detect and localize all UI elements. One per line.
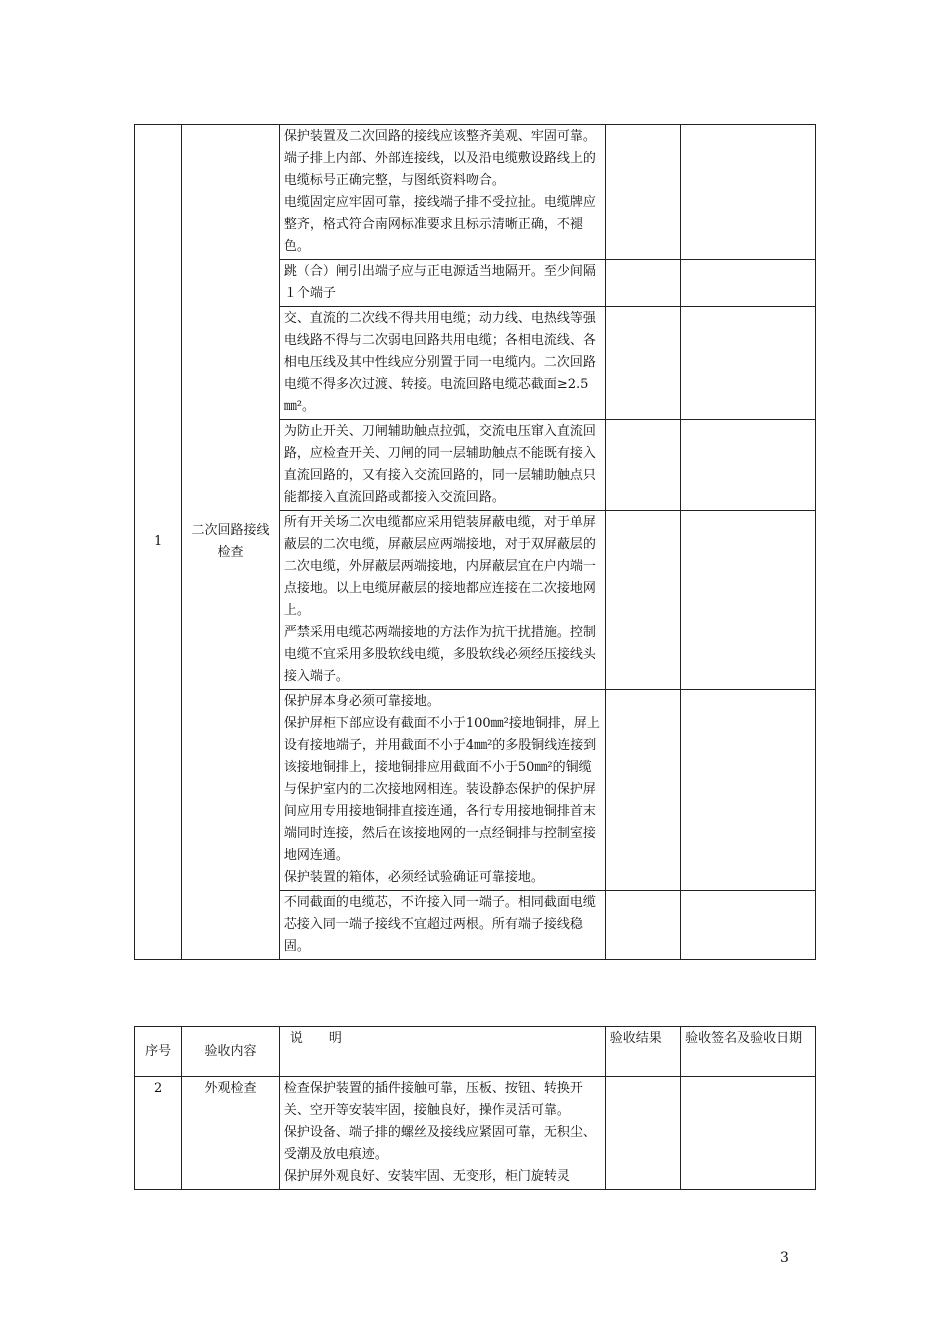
desc-paragraph: 保护装置的箱体，必须经试验确证可靠接地。 xyxy=(283,870,544,885)
desc-paragraph: 交、直流的二次线不得共用电缆；动力线、电热线等强电线路不得与二次弱电回路共用电缆；各相电流线、各相电压线及其中性线应分别置于同一电缆内。二次回路电缆不得多次过渡、转接。电流回路电缆芯截面≥2.5㎜²。 xyxy=(283,311,596,414)
header-desc-text: 说 明 xyxy=(289,1031,342,1046)
sign-cell[interactable] xyxy=(681,307,816,420)
sign-cell[interactable] xyxy=(681,511,816,690)
row-desc xyxy=(279,125,605,260)
desc-paragraph: 为防止开关、刀闸辅助触点拉弧，交流电压窜入直流回路，应检查开关、刀闸的同一层辅助触点不能既有接入直流回路的，又有接入交流回路的，同一层辅助触点只能都接入直流回路或都接入交流回路。 xyxy=(283,424,596,505)
desc-paragraph: 端子排上内部、外部连接线，以及沿电缆敷设路线上的电缆标号正确完整，与图纸资料吻合。 xyxy=(283,151,596,188)
result-cell[interactable] xyxy=(605,511,680,690)
row-seq: 1 xyxy=(135,125,182,960)
desc-paragraph: 所有开关场二次电缆都应采用铠装屏蔽电缆，对于单屏蔽层的二次电缆，屏蔽层应两端接地，对于双屏蔽层的二次电缆，外屏蔽层两端接地，内屏蔽层宜在户内端一点接地。以上电缆屏蔽层的接地都应连接在二次接地网上。 xyxy=(283,515,596,618)
row-item: 二次回路接线检查 xyxy=(182,125,280,960)
header-item: 验收内容 xyxy=(182,1027,280,1077)
header-seq: 序号 xyxy=(135,1027,182,1077)
result-cell[interactable] xyxy=(605,260,680,307)
sign-cell[interactable] xyxy=(681,420,816,511)
row-desc xyxy=(279,511,605,690)
result-cell[interactable] xyxy=(605,125,680,260)
table-row xyxy=(135,1077,816,1190)
desc-line: 检查保护装置的插件接触可靠，压板、按钮、转换开关、空开等安装牢固，接触良好，操作灵活可靠。 xyxy=(283,1081,583,1118)
result-cell[interactable] xyxy=(605,420,680,511)
desc-paragraph: 不同截面的电缆芯，不许接入同一端子。相同截面电缆芯接入同一端子接线不宜超过两根。所有端子接线稳固。 xyxy=(283,895,596,954)
header-sign: 验收签名及验收日期 xyxy=(681,1027,816,1077)
header-desc xyxy=(279,1027,605,1077)
desc-paragraph: 电缆固定应牢固可靠，接线端子排不受拉扯。电缆牌应整齐，格式符合南网标准要求且标示清晰正确，不褪色。 xyxy=(283,195,596,254)
desc-paragraph: 保护屏本身必须可靠接地。 xyxy=(283,694,440,709)
row-seq: 2 xyxy=(135,1077,182,1190)
table-wiring-check xyxy=(134,124,816,960)
row-desc xyxy=(279,420,605,511)
header-result: 验收结果 xyxy=(605,1027,680,1077)
desc-line: 保护设备、端子排的螺丝及接线应紧固可靠，无积尘、受潮及放电痕迹。 xyxy=(283,1125,596,1162)
table-row xyxy=(135,125,816,260)
sign-cell[interactable] xyxy=(681,891,816,960)
result-cell[interactable] xyxy=(605,1077,680,1190)
sign-cell[interactable] xyxy=(681,1077,816,1190)
desc-paragraph: 保护装置及二次回路的接线应该整齐美观、牢固可靠。 xyxy=(283,129,596,144)
row-desc xyxy=(279,690,605,891)
page-number: 3 xyxy=(780,1250,789,1266)
desc-line: 保护屏外观良好、安装牢固、无变形，柜门旋转灵 xyxy=(283,1169,570,1184)
result-cell[interactable] xyxy=(605,307,680,420)
desc-paragraph: 保护屏柜下部应设有截面不小于100㎜²接地铜排，屏上设有接地端子，并用截面不小于4㎜²的多股铜线连接到该接地铜排上，接地铜排应用截面不小于50㎜²的铜缆与保护室内的二次接地网相连。装设静态保护的保护屏间应用专用接地铜排直接连通，各行专用接地铜排首末端同时连接，然后在该接地网的一点经铜排与控制室接地网连通。 xyxy=(283,716,600,863)
row-item: 外观检查 xyxy=(182,1077,280,1190)
table-header-row xyxy=(135,1027,816,1077)
row-desc xyxy=(279,307,605,420)
desc-paragraph: 严禁采用电缆芯两端接地的方法作为抗干扰措施。控制电缆不宜采用多股软线电缆，多股软线必须经压接线头接入端子。 xyxy=(283,625,596,684)
result-cell[interactable] xyxy=(605,690,680,891)
sign-cell[interactable] xyxy=(681,260,816,307)
table-appearance-check xyxy=(134,1026,816,1190)
sign-cell[interactable] xyxy=(681,690,816,891)
result-cell[interactable] xyxy=(605,891,680,960)
desc-paragraph: 跳（合）闸引出端子应与正电源适当地隔开。至少间隔１个端子 xyxy=(283,264,596,301)
row-desc xyxy=(279,891,605,960)
row-desc xyxy=(279,1077,605,1190)
row-desc xyxy=(279,260,605,307)
sign-cell[interactable] xyxy=(681,125,816,260)
